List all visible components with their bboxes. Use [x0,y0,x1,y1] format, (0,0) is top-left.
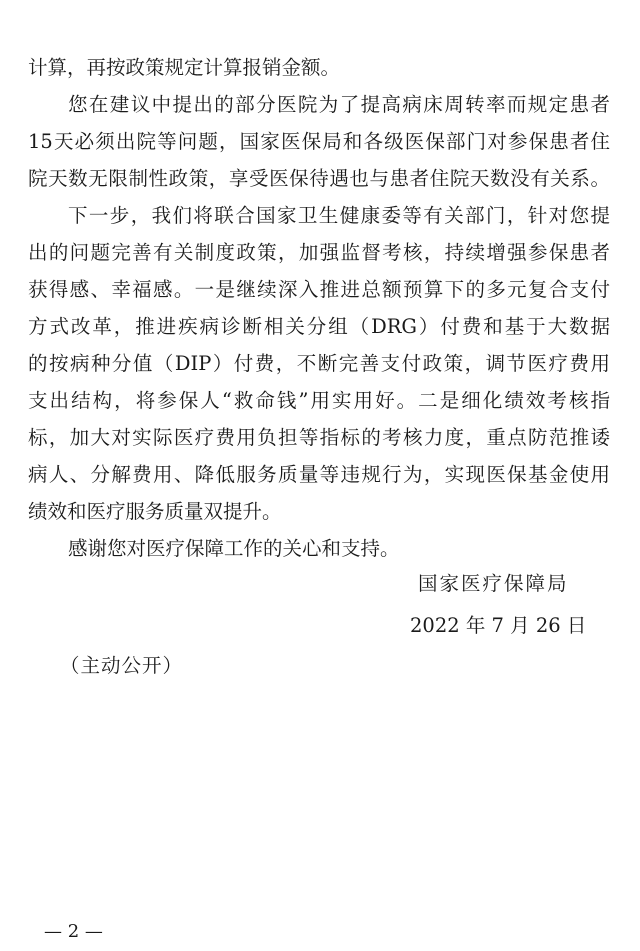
text-line: 绩效和医疗服务质量双提升。 [28,500,282,523]
text-line: 感谢您对医疗保障工作的关心和支持。 [68,537,400,560]
text-line: 院天数无限制性政策，享受医保待遇也与患者住院天数没有关系。 [28,167,610,190]
signature-date: 2022 年 7 月 26 日 [410,614,587,637]
text-line: 您在建议中提出的部分医院为了提高病床周转率而规定患者 [68,93,610,116]
text-line: 病人、分解费用、降低服务质量等违规行为，实现医保基金使用 [28,463,610,486]
text-line: 标，加大对实际医疗费用负担等指标的考核力度，重点防范推诿 [28,426,610,449]
disclosure-note: （主动公开） [60,654,184,677]
text-line: 计算，再按政策规定计算报销金额。 [28,56,341,79]
signature-organization: 国家医疗保障局 [418,572,569,595]
text-line: 的按病种分值（DIP）付费，不断完善支付政策，调节医疗费用 [28,352,610,375]
text-line: 出的问题完善有关制度政策，加强监督考核，持续增强参保患者 [28,241,610,264]
text-line: 支出结构，将参保人“救命钱”用实用好。二是细化绩效考核指 [28,389,610,412]
text-line: 下一步，我们将联合国家卫生健康委等有关部门，针对您提 [68,204,610,227]
text-line: 15天必须出院等问题，国家医保局和各级医保部门对参保患者住 [28,130,610,153]
page-number: — 2 — [44,921,103,942]
text-line: 获得感、幸福感。一是继续深入推进总额预算下的多元复合支付 [28,278,610,301]
text-line: 方式改革，推进疾病诊断相关分组（DRG）付费和基于大数据 [28,315,610,338]
